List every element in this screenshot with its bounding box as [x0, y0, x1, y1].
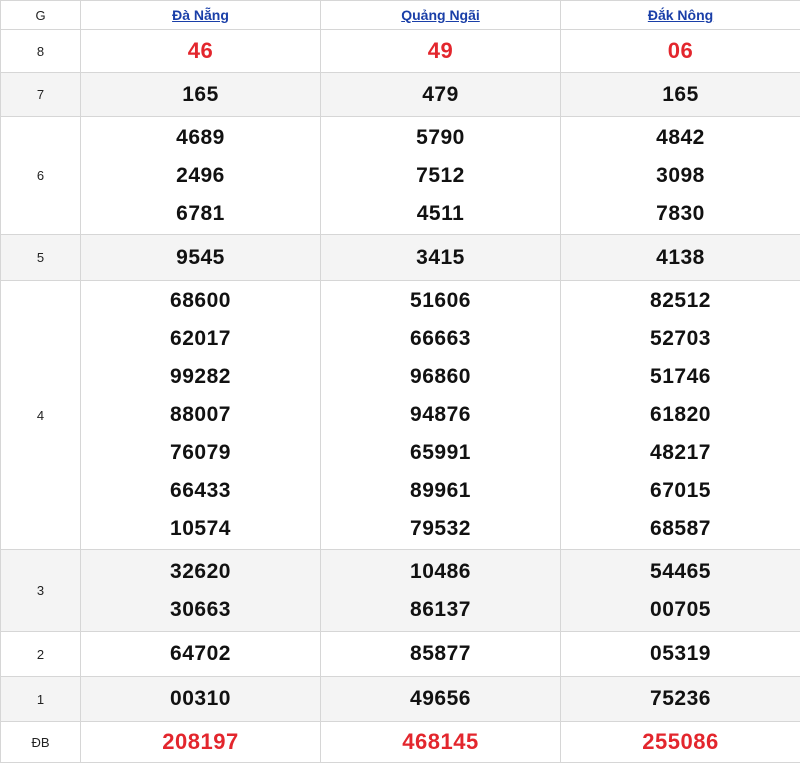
result-number: 49 — [321, 32, 560, 70]
special-result-number: 208197 — [81, 724, 320, 760]
result-number: 30663 — [81, 591, 320, 629]
province-header-quang-ngai — [321, 1, 561, 30]
result-cell — [81, 281, 321, 550]
result-cell — [561, 550, 800, 632]
result-number: 4842 — [561, 119, 800, 157]
result-number: 67015 — [561, 472, 800, 510]
result-number: 7512 — [321, 157, 560, 195]
result-cell — [561, 632, 800, 677]
result-cell — [321, 235, 561, 281]
prize-label: 5 — [1, 235, 81, 281]
result-number: 99282 — [81, 358, 320, 396]
result-number: 49656 — [321, 680, 560, 718]
result-number: 00705 — [561, 591, 800, 629]
result-cell — [321, 73, 561, 117]
prize-row-4 — [1, 281, 800, 550]
prize-label: 2 — [1, 632, 81, 677]
result-number: 3098 — [561, 157, 800, 195]
province-header-dak-nong — [561, 1, 800, 30]
result-cell — [81, 722, 321, 763]
result-number: 96860 — [321, 358, 560, 396]
province-link-dak-nong[interactable]: Đắk Nông — [648, 7, 713, 23]
prize-label: 4 — [1, 281, 81, 550]
result-cell — [561, 722, 800, 763]
result-number: 3415 — [321, 239, 560, 277]
result-cell — [81, 632, 321, 677]
result-number: 52703 — [561, 320, 800, 358]
result-number: 6781 — [81, 195, 320, 233]
prize-row-6 — [1, 117, 800, 235]
result-number: 05319 — [561, 635, 800, 673]
header-row — [1, 1, 800, 30]
result-number: 165 — [81, 76, 320, 114]
result-number: 89961 — [321, 472, 560, 510]
result-number: 64702 — [81, 635, 320, 673]
result-number: 479 — [321, 76, 560, 114]
result-cell — [81, 550, 321, 632]
prize-label: 8 — [1, 30, 81, 73]
province-link-quang-ngai[interactable]: Quảng Ngãi — [401, 7, 480, 23]
result-number: 9545 — [81, 239, 320, 277]
result-number: 68587 — [561, 510, 800, 548]
result-number: 48217 — [561, 434, 800, 472]
province-header-da-nang — [81, 1, 321, 30]
prize-row-2 — [1, 632, 800, 677]
result-number: 54465 — [561, 553, 800, 591]
result-number: 75236 — [561, 680, 800, 718]
result-number: 165 — [561, 76, 800, 114]
prize-column-header: G — [1, 1, 81, 30]
prize-row-7 — [1, 73, 800, 117]
result-cell — [81, 117, 321, 235]
result-number: 61820 — [561, 396, 800, 434]
prize-row-8 — [1, 30, 800, 73]
result-number: 68600 — [81, 282, 320, 320]
result-number: 51606 — [321, 282, 560, 320]
prize-label: 6 — [1, 117, 81, 235]
result-cell — [81, 73, 321, 117]
result-cell — [321, 550, 561, 632]
result-cell — [561, 73, 800, 117]
result-number: 4511 — [321, 195, 560, 233]
special-result-number: 468145 — [321, 724, 560, 760]
prize-label: 7 — [1, 73, 81, 117]
result-cell — [321, 677, 561, 722]
prize-row-special — [1, 722, 800, 763]
result-cell — [81, 235, 321, 281]
result-number: 7830 — [561, 195, 800, 233]
result-number: 86137 — [321, 591, 560, 629]
result-number: 82512 — [561, 282, 800, 320]
result-number: 66663 — [321, 320, 560, 358]
result-number: 5790 — [321, 119, 560, 157]
prize-row-1 — [1, 677, 800, 722]
prize-row-5 — [1, 235, 800, 281]
result-cell — [81, 677, 321, 722]
result-cell — [561, 677, 800, 722]
result-number: 88007 — [81, 396, 320, 434]
prize-row-3 — [1, 550, 800, 632]
result-cell — [321, 632, 561, 677]
special-result-number: 255086 — [561, 724, 800, 760]
result-cell — [321, 281, 561, 550]
result-number: 00310 — [81, 680, 320, 718]
result-number: 51746 — [561, 358, 800, 396]
result-number: 76079 — [81, 434, 320, 472]
prize-label: ĐB — [1, 722, 81, 763]
prize-label: 3 — [1, 550, 81, 632]
result-cell — [321, 722, 561, 763]
result-number: 4138 — [561, 239, 800, 277]
result-cell — [321, 30, 561, 73]
result-cell — [561, 30, 800, 73]
result-number: 94876 — [321, 396, 560, 434]
result-number: 2496 — [81, 157, 320, 195]
result-number: 62017 — [81, 320, 320, 358]
result-number: 65991 — [321, 434, 560, 472]
result-cell — [81, 30, 321, 73]
result-number: 32620 — [81, 553, 320, 591]
province-link-da-nang[interactable]: Đà Nẵng — [172, 7, 229, 23]
result-number: 10486 — [321, 553, 560, 591]
result-number: 4689 — [81, 119, 320, 157]
result-number: 06 — [561, 32, 800, 70]
result-number: 85877 — [321, 635, 560, 673]
result-number: 66433 — [81, 472, 320, 510]
result-number: 46 — [81, 32, 320, 70]
result-cell — [321, 117, 561, 235]
result-cell — [561, 281, 800, 550]
prize-label: 1 — [1, 677, 81, 722]
result-number: 10574 — [81, 510, 320, 548]
result-number: 79532 — [321, 510, 560, 548]
result-cell — [561, 235, 800, 281]
result-cell — [561, 117, 800, 235]
